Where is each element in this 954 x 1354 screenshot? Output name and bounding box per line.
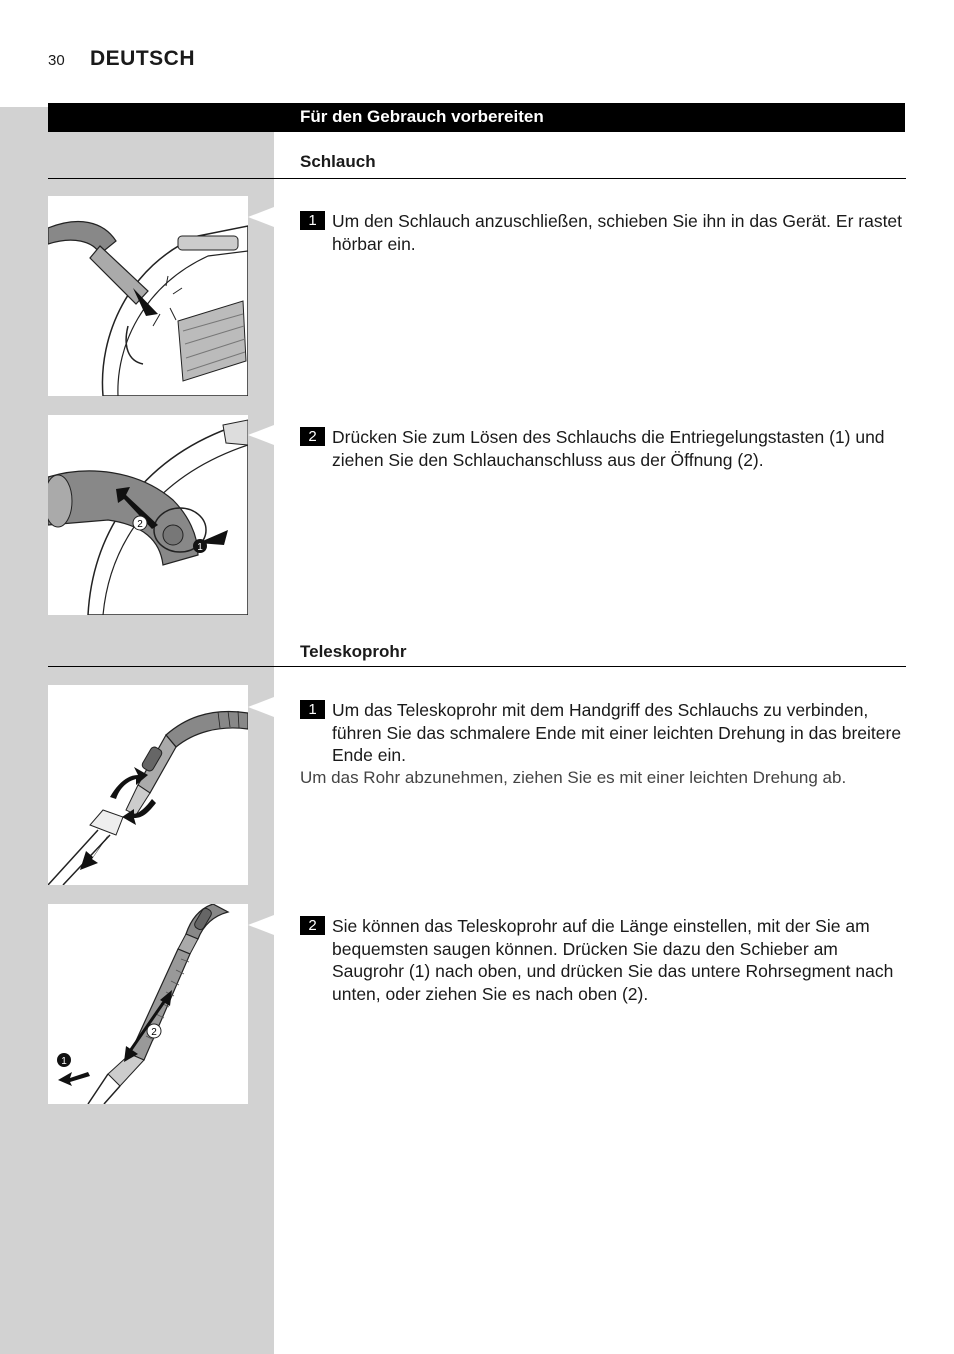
- figure-pointer: [248, 915, 274, 935]
- figure-tube-connect: [48, 685, 248, 885]
- figure-hose-attach: [48, 196, 248, 396]
- hose-step-2: [300, 426, 906, 471]
- tube-step-2: [300, 915, 906, 1005]
- callout-1: 1: [61, 1056, 67, 1067]
- hose-heading: Schlauch: [300, 152, 376, 171]
- language-heading: DEUTSCH: [90, 47, 196, 70]
- step-text: Um das Teleskoprohr mit dem Handgriff des Schlauchs zu verbinden, führen Sie das schmalere Ende mit einer leichten Drehung in das breitere Ende ein.: [332, 700, 902, 766]
- figure-pointer: [248, 425, 274, 445]
- callout-1: 1: [197, 542, 203, 553]
- tube-step-1: [300, 699, 906, 767]
- figure-tube-adjust: [48, 904, 248, 1104]
- tube-heading: Teleskoprohr: [300, 642, 407, 661]
- step-number: 1: [300, 700, 325, 719]
- figure-hose-release: [48, 415, 248, 615]
- step-text: Um den Schlauch anzuschließen, schieben Sie ihn in das Gerät. Er rastet hörbar ein.: [332, 211, 903, 254]
- step-text: Sie können das Teleskoprohr auf die Länge einstellen, mit der Sie am bequemsten saugen können. Drücken Sie dazu den Schieber am Saugrohr (1) nach oben, und drücken Sie das untere Rohrsegment nach unten, oder ziehen Sie es nach oben (2).: [332, 916, 894, 1004]
- figure-pointer: [248, 207, 274, 227]
- step-number: 2: [300, 427, 325, 446]
- step-text: Drücken Sie zum Lösen des Schlauchs die Entriegelungstasten (1) und ziehen Sie den Schlauchanschluss aus der Öffnung (2).: [332, 427, 885, 470]
- section-bar: [48, 103, 905, 132]
- step-number: 2: [300, 916, 325, 935]
- callout-2: 2: [151, 1027, 157, 1038]
- page-number: 30: [48, 52, 65, 69]
- tube-rule: [48, 666, 906, 667]
- hose-rule: [48, 178, 906, 179]
- step-number: 1: [300, 211, 325, 230]
- tube-removal-note: Um das Rohr abzunehmen, ziehen Sie es mit einer leichten Drehung ab.: [300, 768, 847, 787]
- figure-pointer: [248, 697, 274, 717]
- hose-step-1: [300, 210, 906, 255]
- section-title: Für den Gebrauch vorbereiten: [300, 107, 544, 126]
- callout-2: 2: [137, 519, 143, 530]
